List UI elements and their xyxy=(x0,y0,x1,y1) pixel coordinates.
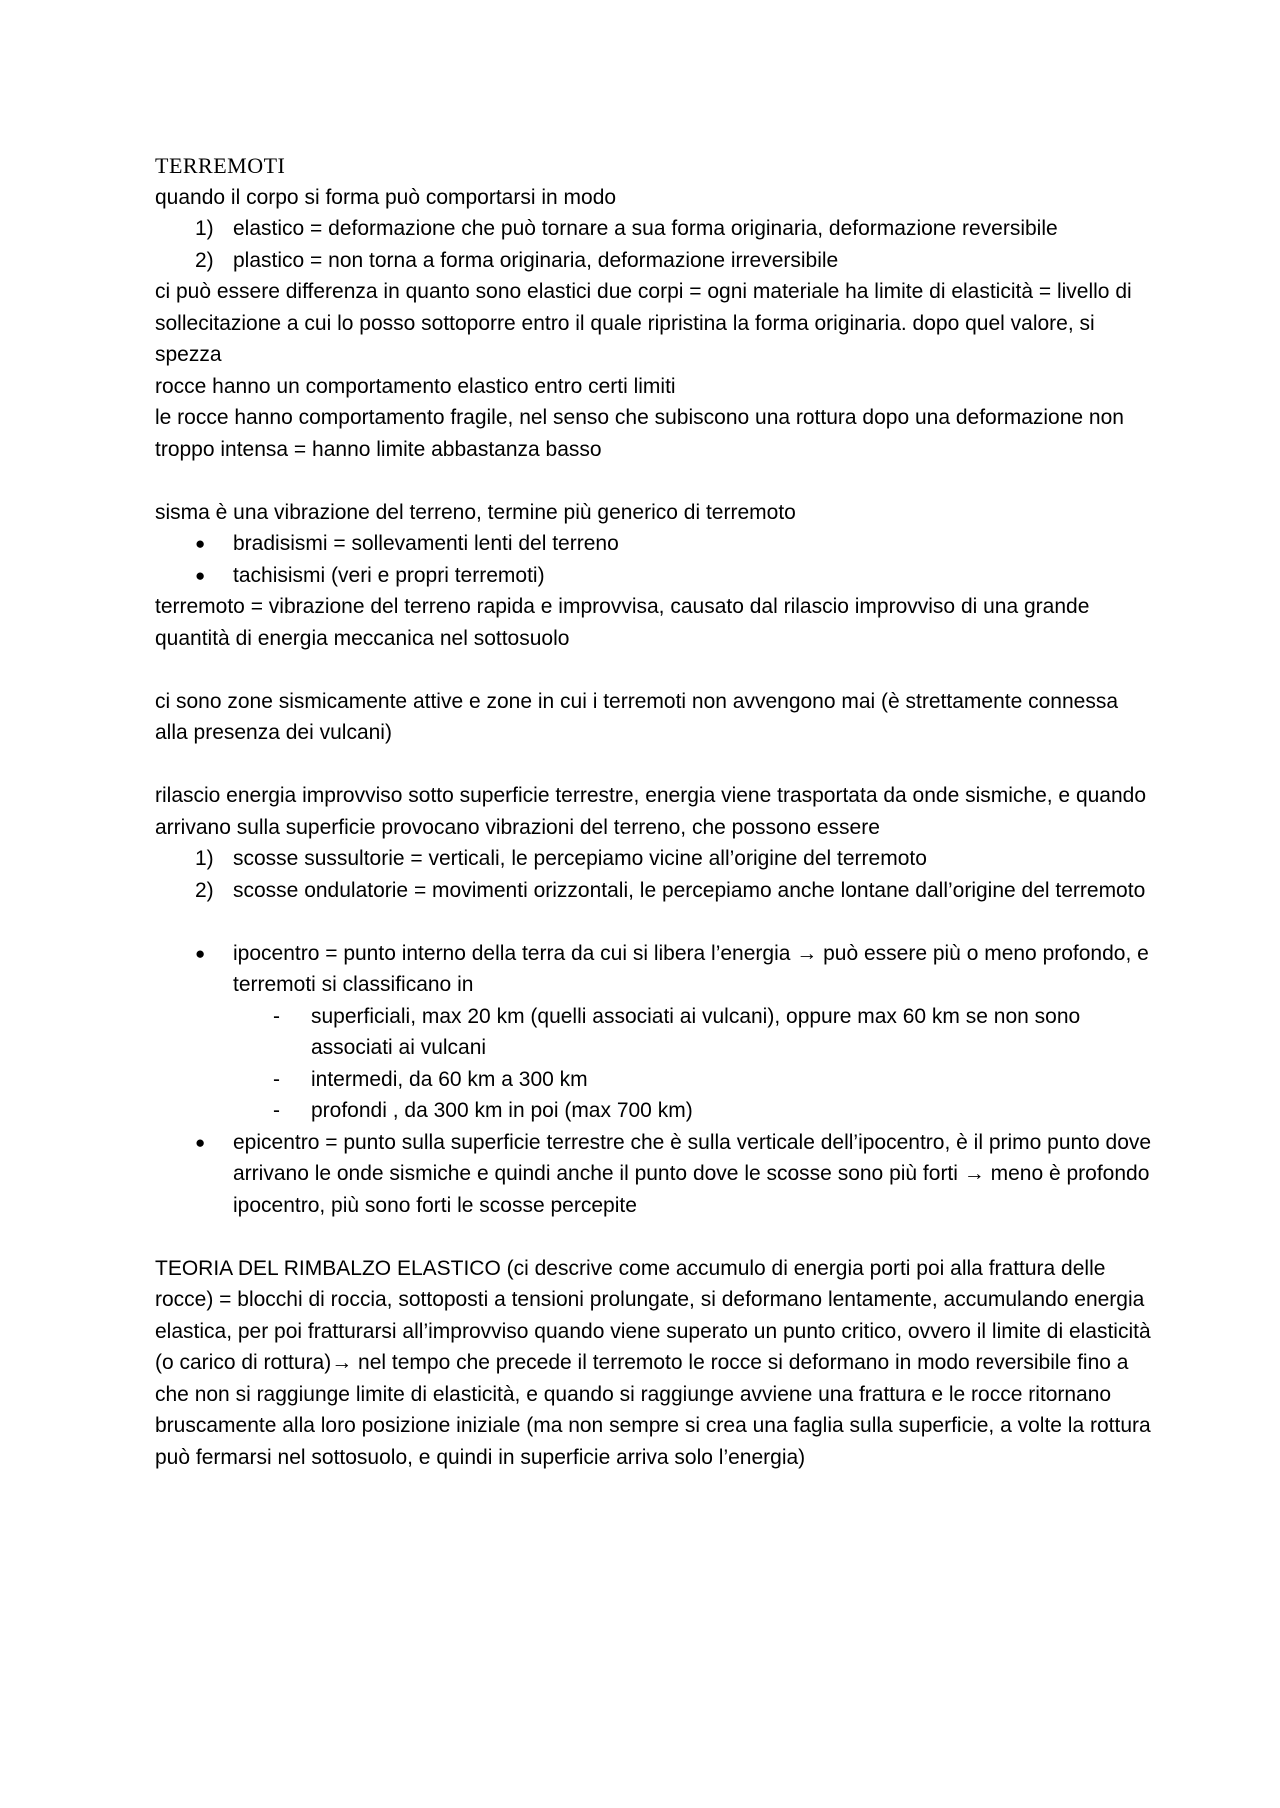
list-item xyxy=(155,1095,1155,1127)
bullet-icon: ● xyxy=(195,565,206,585)
paragraph-elastic-rebound-theory: TEORIA DEL RIMBALZO ELASTICO (ci descrive come accumulo di energia porti poi alla frattura delle rocce) = blocchi di roccia, sottoposti a tensioni prolungate, si deformano lentamente, accumulando energia elastica, per poi fratturarsi all’improvviso quando viene superato un punto critico, ovvero il limite di elasticità (o carico di rottura)→ nel tempo che precede il terremoto le rocce si deformano in modo reversibile fino a che non si raggiunge limite di elasticità, e quando si raggiunge avviene una frattura e le rocce ritornano bruscamente alla loro posizione iniziale (ma non sempre si crea una faglia sulla superficie, a volte la rottura può fermarsi nel sottosuolo, e quindi in superficie arriva solo l’energia) xyxy=(155,1256,1151,1469)
list-item xyxy=(155,1001,1155,1064)
list-item-text: bradisismi = sollevamenti lenti del terreno xyxy=(233,532,619,555)
dash-list-depth-classes xyxy=(155,1001,1155,1127)
blank-line xyxy=(155,465,1155,497)
list-marker: 2) xyxy=(195,878,214,902)
paragraph-terremoto-definition: terremoto = vibrazione del terreno rapida e improvvisa, causato dal rilascio improvviso di una grande quantità di energia meccanica nel sottosuolo xyxy=(155,595,1090,650)
bullet-icon: ● xyxy=(195,534,206,553)
list-item-text: intermedi, da 60 km a 300 km xyxy=(311,1067,588,1091)
list-item-epicentro xyxy=(155,1127,1155,1222)
document-page xyxy=(155,150,1155,1473)
paragraph-elasticity: ci può essere differenza in quanto sono elastici due corpi = ogni materiale ha limite di elasticità = livello di sollecitazione a cui lo posso sottoporre entro il quale ripristina la forma originaria. dopo quel valore, si spezza xyxy=(155,280,1132,366)
list-item xyxy=(155,843,1155,875)
list-marker: 1) xyxy=(195,847,214,870)
list-marker: 2) xyxy=(195,248,214,272)
list-item-text: epicentro = punto sulla superficie terrestre che è sulla verticale dell’ipocentro, è il primo punto dove arrivano le onde sismiche e quindi anche il punto dove le scosse sono più forti → meno è profondo ipocentro, più sono forti le scosse percepite xyxy=(233,1130,1152,1217)
list-item-ipocentro xyxy=(155,938,1155,1001)
list-item-text: scosse sussultorie = verticali, le percepiamo vicine all’origine del terremoto xyxy=(233,847,927,870)
list-marker: 1) xyxy=(195,217,214,240)
bullet-list-epicenter xyxy=(155,1127,1155,1222)
list-item xyxy=(155,245,1155,277)
list-item-text: scosse ondulatorie = movimenti orizzontali, le percepiamo anche lontane dall’origine del terremoto xyxy=(233,878,1146,902)
list-item xyxy=(155,1064,1155,1096)
list-item-text: superficiali, max 20 km (quelli associati ai vulcani), oppure max 60 km se non sono associati ai vulcani xyxy=(311,1004,1081,1059)
blank-line xyxy=(155,1221,1155,1253)
bullet-icon: ● xyxy=(195,943,206,963)
paragraph-sisma: sisma è una vibrazione del terreno, termine più generico di terremoto xyxy=(155,500,796,524)
dash-marker: - xyxy=(273,1004,280,1028)
list-item-text: elastico = deformazione che può tornare a sua forma originaria, deformazione reversibile xyxy=(233,217,1058,240)
dash-marker: - xyxy=(273,1099,280,1122)
paragraph-intro: quando il corpo si forma può comportarsi in modo xyxy=(155,185,617,209)
bullet-list-sisma-types xyxy=(155,528,1155,591)
blank-line xyxy=(155,749,1155,781)
blank-line xyxy=(155,654,1155,686)
list-item xyxy=(155,213,1155,245)
document-title: TERREMOTI xyxy=(155,153,286,178)
numbered-list-deformation xyxy=(155,213,1155,276)
paragraph-rocks-fragile: le rocce hanno comportamento fragile, nel senso che subiscono una rottura dopo una deformazione non troppo intensa = hanno limite abbastanza basso xyxy=(155,406,1124,461)
list-item xyxy=(155,875,1155,907)
blank-line xyxy=(155,906,1155,938)
list-item-text: ipocentro = punto interno della terra da cui si libera l’energia → può essere più o meno profondo, e terremoti si classificano in xyxy=(233,941,1149,996)
list-item-text: tachisismi (veri e propri terremoti) xyxy=(233,563,545,587)
bullet-list-hypocenter xyxy=(155,938,1155,1001)
list-item-text: plastico = non torna a forma originaria, deformazione irreversibile xyxy=(233,248,839,272)
bullet-icon: ● xyxy=(195,1132,206,1152)
list-item xyxy=(155,528,1155,560)
dash-marker: - xyxy=(273,1067,280,1091)
paragraph-rocks-elastic: rocce hanno un comportamento elastico entro certi limiti xyxy=(155,374,676,398)
list-item xyxy=(155,560,1155,592)
list-item-text: profondi , da 300 km in poi (max 700 km) xyxy=(311,1099,693,1122)
paragraph-seismic-zones: ci sono zone sismicamente attive e zone in cui i terremoti non avvengono mai (è strettamente connessa alla presenza dei vulcani) xyxy=(155,689,1118,744)
paragraph-energy-release: rilascio energia improvviso sotto superficie terrestre, energia viene trasportata da onde sismiche, e quando arrivano sulla superficie provocano vibrazioni del terreno, che possono essere xyxy=(155,784,1147,839)
numbered-list-shocks xyxy=(155,843,1155,906)
